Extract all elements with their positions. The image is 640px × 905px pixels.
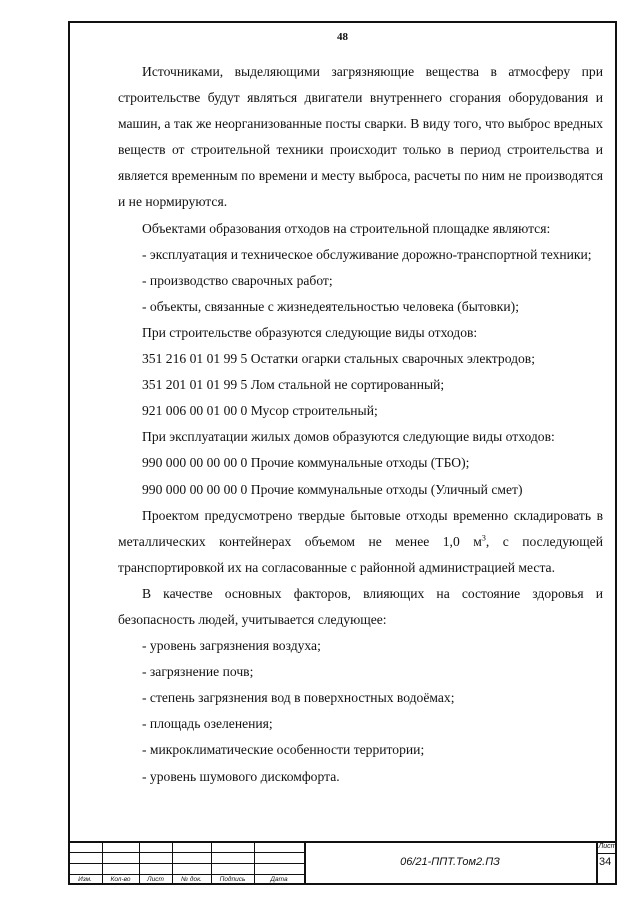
stamp-label-doc-number: № док. xyxy=(181,876,202,883)
paragraph-construction-waste-intro: При строительстве образуются следующие виды отходов: xyxy=(142,324,478,340)
containers-text-part1: Проектом предусмотрено твердые бытовые отходы временно складировать в металлических контейнерах объемом не менее 1,0 м xyxy=(118,507,603,549)
list-item-cabins: - объекты, связанные с жизнедеятельностью человека (бытовки); xyxy=(142,298,519,314)
paragraph-containers xyxy=(118,503,603,581)
list-item-air-pollution: - уровень загрязнения воздуха; xyxy=(142,638,321,654)
list-item-green-area: - площадь озеленения; xyxy=(142,716,273,732)
waste-code-construction-debris: 921 006 00 01 00 0 Мусор строительный; xyxy=(142,403,378,419)
stamp-top-rule xyxy=(68,841,617,843)
stamp-row-line-2 xyxy=(68,863,305,864)
body-text xyxy=(118,59,603,790)
stamp-label-signature: Подпись xyxy=(219,876,246,883)
stamp-label-quantity: Кол-во xyxy=(110,876,131,883)
list-item-soil-pollution: - загрязнение почв; xyxy=(142,664,254,680)
title-block xyxy=(68,841,617,885)
stamp-label-date: Дата xyxy=(270,876,288,883)
list-item-microclimate: - микроклиматические особенности территории; xyxy=(142,742,425,758)
paragraph-operation-waste-intro: При эксплуатации жилых домов образуются следующие виды отходов: xyxy=(142,429,555,445)
paragraph-health-factors: В качестве основных факторов, влияющих на состояние здоровья и безопасность людей, учитывается следующее: xyxy=(118,585,603,627)
paragraph-waste-objects-intro: Объектами образования отходов на строительной площадке являются: xyxy=(142,220,551,236)
document-code: 06/21-ППТ.Том2.ПЗ xyxy=(400,856,500,868)
waste-code-scrap-steel: 351 201 01 01 99 5 Лом стальной не сортированный; xyxy=(142,377,445,393)
stamp-label-sheet: Лист xyxy=(147,876,164,883)
sheet-label: Лист xyxy=(598,843,617,850)
list-item-water-pollution: - степень загрязнения вод в поверхностных водоёмах; xyxy=(142,690,455,706)
waste-code-household: 990 000 00 00 00 0 Прочие коммунальные отходы (ТБО); xyxy=(142,455,470,471)
waste-code-street-sweepings: 990 000 00 00 00 0 Прочие коммунальные отходы (Уличный смет) xyxy=(142,481,523,497)
waste-code-electrodes: 351 216 01 01 99 5 Остатки огарки стальных сварочных электродов; xyxy=(142,351,536,367)
page-number: 48 xyxy=(337,31,348,43)
paragraph-emissions-sources: Источниками, выделяющими загрязняющие вещества в атмосферу при строительстве будут являться двигатели внутреннего сгорания оборудования и машин, а так же неорганизованные посты сварки. В виду того, что выброс вредных веществ от строительной техники происходит только в период строительства и является временным по времени и месту выброса, расчеты по ним не производятся и не нормируются. xyxy=(118,64,603,210)
stamp-label-change: Изм. xyxy=(78,876,92,883)
page-frame xyxy=(68,21,617,885)
containers-superscript: 3 xyxy=(481,533,486,543)
list-item-welding: - производство сварочных работ; xyxy=(142,272,333,288)
list-item-noise: - уровень шумового дискомфорта. xyxy=(142,768,340,784)
stamp-sheet-divider xyxy=(597,853,617,854)
list-item-vehicle-maintenance: - эксплуатация и техническое обслуживание дорожно-транспортной техники; xyxy=(142,246,592,262)
sheet-number: 34 xyxy=(599,856,612,868)
stamp-row-line-1 xyxy=(68,852,305,853)
containers-text-part2: , с последующей транспортировкой их на согласованные с районной администрацией места. xyxy=(118,533,603,575)
